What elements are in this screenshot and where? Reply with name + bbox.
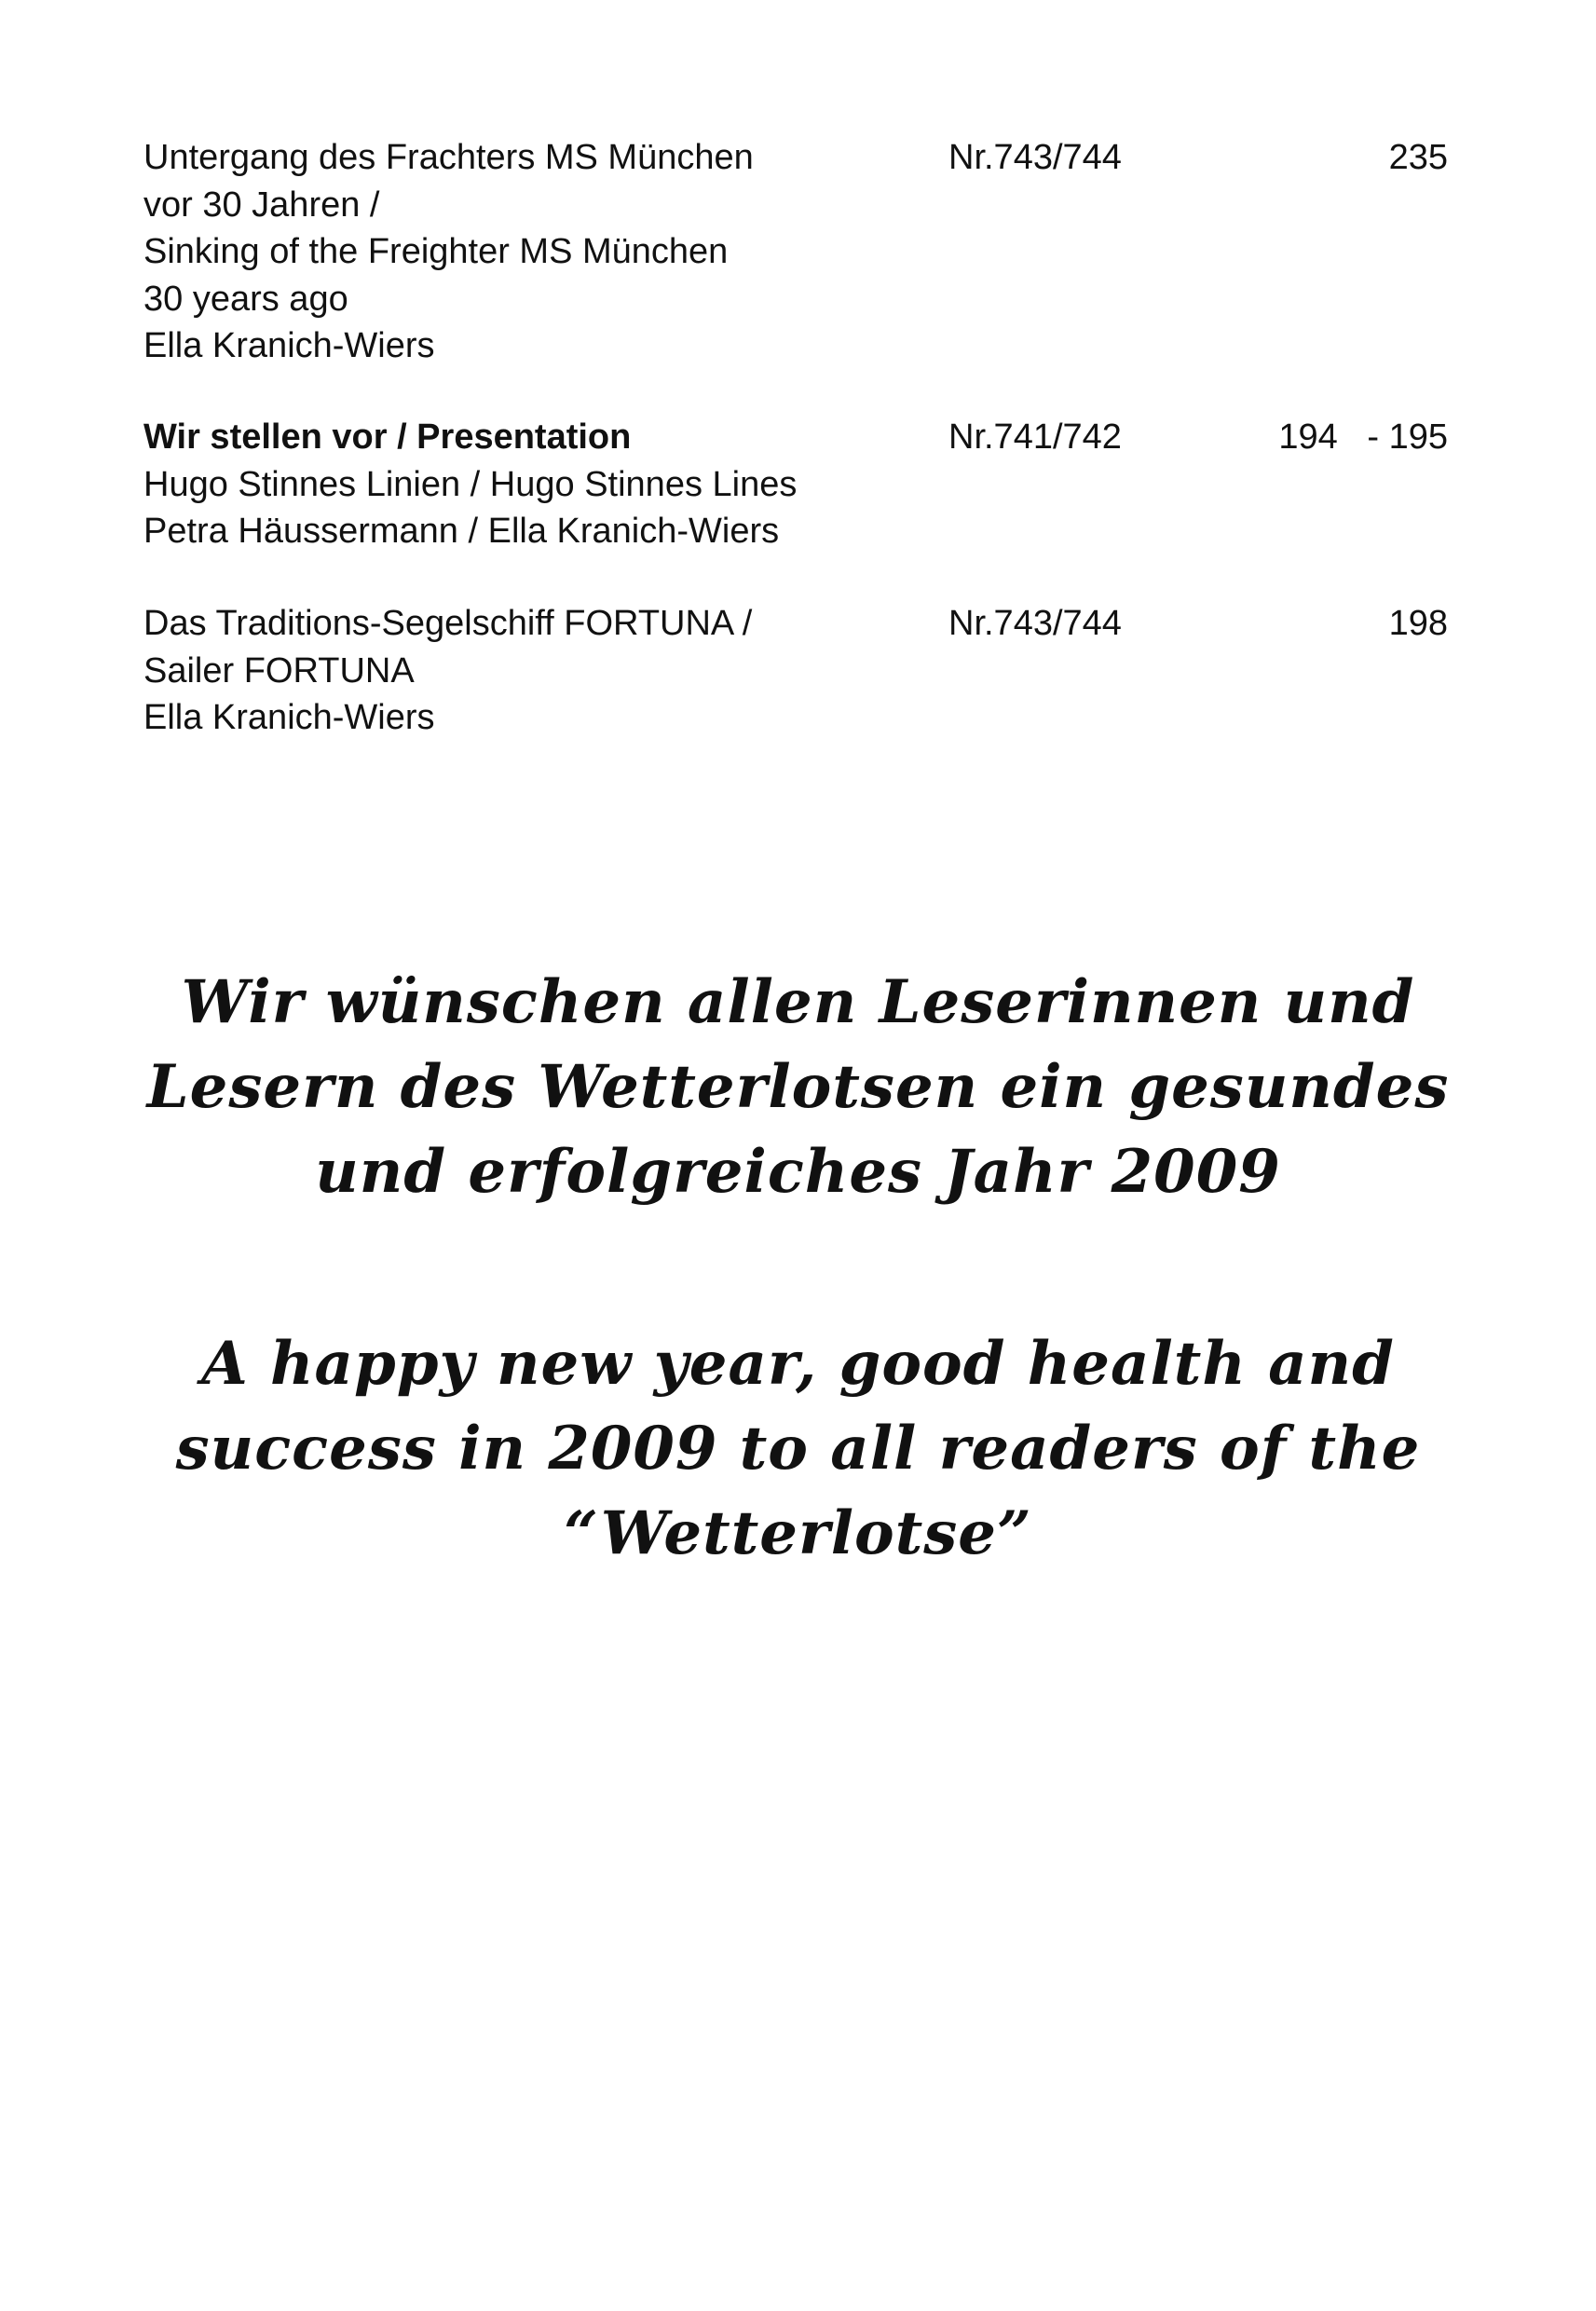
entry-line: Sailer FORTUNA	[143, 650, 415, 691]
greeting-german	[0, 960, 1596, 1214]
entry-author: Petra Häussermann / Ella Kranich-Wiers	[143, 512, 780, 551]
entry-text	[143, 600, 907, 742]
entry-line: vor 30 Jahren /	[143, 185, 380, 225]
entry-line: Hugo Stinnes Linien / Hugo Stinnes Lines	[143, 464, 798, 504]
entry-issue-number: Nr.743/744	[948, 604, 1122, 643]
entry-line: Untergang des Frachters MS München	[143, 138, 754, 177]
greeting-line: success in 2009 to all readers of the	[175, 1414, 1421, 1484]
index-entries	[143, 134, 1448, 749]
entry-heading: Wir stellen vor / Presentation	[143, 417, 632, 457]
entry-issue-number: Nr.743/744	[948, 138, 1122, 177]
index-entry-fortuna	[143, 600, 1448, 749]
entry-page-number: 235	[1388, 138, 1448, 177]
entry-author: Ella Kranich-Wiers	[143, 326, 435, 365]
entry-text	[143, 134, 907, 370]
greeting-line: “Wetterlotse”	[564, 1498, 1032, 1568]
entry-line: 30 years ago	[143, 279, 348, 319]
entry-page-range: 194 - 195	[1278, 417, 1448, 457]
entry-page-number: 198	[1388, 604, 1448, 643]
entry-author: Ella Kranich-Wiers	[143, 698, 435, 737]
greeting-line: Wir wünschen allen Leserinnen und	[181, 967, 1415, 1037]
entry-line: Sinking of the Freighter MS München	[143, 232, 729, 271]
greeting-line: A happy new year, good health and	[201, 1329, 1395, 1399]
entry-issue-number: Nr.741/742	[948, 417, 1122, 457]
entry-line: Das Traditions-Segelschiff FORTUNA /	[143, 604, 753, 643]
index-entry-munchen	[143, 134, 1448, 414]
greeting-line: und erfolgreiches Jahr 2009	[315, 1137, 1281, 1207]
greeting-english	[0, 1321, 1596, 1576]
index-entry-presentation	[143, 414, 1448, 600]
entry-text	[143, 414, 907, 555]
greeting-line: Lesern des Wetterlotsen ein gesundes	[146, 1052, 1450, 1122]
